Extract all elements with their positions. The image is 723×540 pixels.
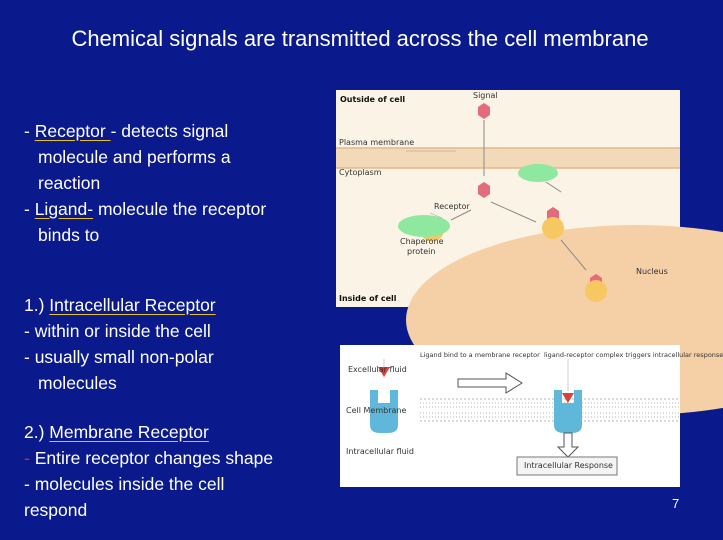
chaperone-protein xyxy=(398,215,450,237)
membrane-line-3: respond xyxy=(24,500,88,520)
section-number: 1.) xyxy=(24,295,50,315)
bullet-dash: - xyxy=(24,448,35,468)
membrane-section xyxy=(24,419,273,523)
outside-cell-label: Outside of cell xyxy=(340,95,406,104)
intracellular-line-1: - within or inside the cell xyxy=(24,321,211,341)
intracellular-receptor-figure xyxy=(336,90,680,307)
receptor-shape xyxy=(585,280,607,302)
arrow xyxy=(546,182,561,192)
chaperone-label-1: Chaperone xyxy=(400,237,444,246)
response-arrow xyxy=(558,433,578,457)
plasma-membrane-label: Plasma membrane xyxy=(339,138,415,147)
intracellular-diagram xyxy=(336,90,680,307)
ligand-bound-label: Ligand bind to a membrane receptor xyxy=(420,351,540,359)
bullet-dash: - xyxy=(24,121,35,141)
receptor-shape xyxy=(542,217,564,239)
section-number: 2.) xyxy=(24,422,50,442)
intracellular-heading: Intracellular Receptor xyxy=(49,295,216,315)
plasma-membrane-band xyxy=(336,148,680,168)
intracellular-section xyxy=(24,292,216,396)
signal-molecule xyxy=(478,103,490,119)
ligand-term: Ligand- xyxy=(34,199,94,219)
receptor-text-3: reaction xyxy=(38,173,101,193)
page-number: 7 xyxy=(672,496,680,511)
membrane-receptor-figure xyxy=(340,345,723,487)
response-label: Intracellular Response xyxy=(524,461,613,470)
slide-title: Chemical signals are transmitted across the cell membrane xyxy=(71,26,649,51)
inside-cell-label: Inside of cell xyxy=(339,294,397,303)
intracellular-line-3: molecules xyxy=(38,373,117,393)
intracellular-fluid-label: Intracellular fluid xyxy=(346,447,414,456)
ligand-text-1: molecule the receptor xyxy=(93,199,267,219)
chaperone-protein xyxy=(518,164,558,182)
bullet-dash: - xyxy=(24,199,35,219)
transition-arrow xyxy=(458,373,522,393)
membrane-line-1: Entire receptor changes shape xyxy=(34,448,274,468)
membrane-line-2: - molecules inside the cell xyxy=(24,474,225,494)
chaperone-label-2: protein xyxy=(407,247,436,256)
arrow xyxy=(491,202,536,222)
arrow xyxy=(451,210,471,220)
complex-label: ligand-receptor complex triggers intracellular response xyxy=(544,351,723,359)
signal-label: Signal xyxy=(473,91,498,100)
receptor-text-2: molecule and performs a xyxy=(38,147,231,167)
signal-molecule xyxy=(478,182,490,198)
intracellular-line-2: - usually small non-polar xyxy=(24,347,214,367)
extracellular-label: Excellular fluid xyxy=(348,365,407,374)
cell-membrane-label: Cell Membrane xyxy=(346,406,407,415)
ligand-text-2: binds to xyxy=(38,225,100,245)
cytoplasm-label: Cytoplasm xyxy=(339,168,382,177)
membrane-heading: Membrane Receptor xyxy=(49,422,209,442)
receptor-label: Receptor xyxy=(434,202,470,211)
nucleus-label: Nucleus xyxy=(636,267,668,276)
receptor-term: Receptor xyxy=(34,121,111,141)
bullet-separator: - xyxy=(110,121,122,141)
receptor-text-1: detects signal xyxy=(121,121,229,141)
receptor-definition xyxy=(24,118,266,248)
